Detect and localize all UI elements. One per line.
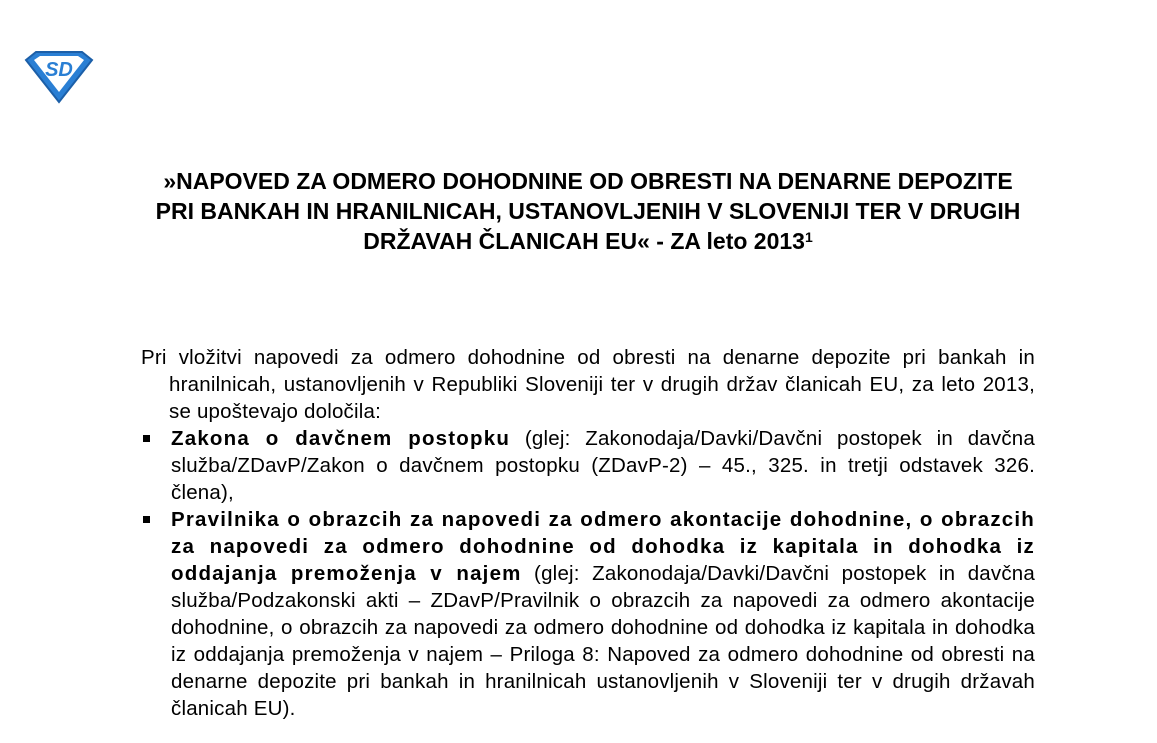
footnote-reference: 1 (804, 229, 813, 245)
list-item (141, 425, 1035, 506)
list-item (141, 506, 1035, 722)
document-body (141, 344, 1035, 722)
title-text: »NAPOVED ZA ODMERO DOHODNINE OD OBRESTI NA DENARNE DEPOZITE PRI BANKAH IN HRANILNICAH, USTANOVLJENIH V SLOVENIJI TER V DRUGIH DRŽAVAH ČLANICAH EU« - ZA leto 2013 (155, 168, 1021, 254)
regulation-name: Pravilnika o obrazcih za napovedi za odmero akontacije dohodnine, o obrazcih za napovedi za odmero dohodnine od dohodka iz kapitala in dohodka iz oddajanja premoženja v najem (171, 508, 1035, 585)
bullet-icon (143, 435, 150, 442)
regulation-reference: (glej: Zakonodaja/Davki/Davčni postopek in davčna služba/Podzakonski akti – ZDavP/Pravilnik o obrazcih za napovedi za odmero akontacije dohodnine, o obrazcih za napovedi za odmero dohodnine od dohodka iz kapitala in dohodka iz oddajanja premoženja v najem – Priloga 8: Napoved za odmero dohodnine od obresti na denarne depozite pri bankah in hranilnicah ustanovljenih v Sloveniji ter v drugih državah članicah EU). (171, 562, 1035, 720)
bullet-icon (143, 516, 150, 523)
logo-text: SD (45, 59, 73, 81)
company-logo (22, 46, 96, 106)
document-title (148, 166, 1028, 256)
intro-paragraph: Pri vložitvi napovedi za odmero dohodnine od obresti na denarne depozite pri bankah in hranilnicah, ustanovljenih v Republiki Sloveniji ter v drugih držav članicah EU, za leto 2013, se upoštevajo določila: (141, 346, 1035, 423)
law-name: Zakona o davčnem postopku (171, 427, 511, 450)
law-reference: (glej: Zakonodaja/Davki/Davčni postopek in davčna služba/ZDavP/Zakon o davčnem postopku (ZDavP-2) – 45., 325. in tretji odstavek 326. člena), (171, 427, 1035, 504)
